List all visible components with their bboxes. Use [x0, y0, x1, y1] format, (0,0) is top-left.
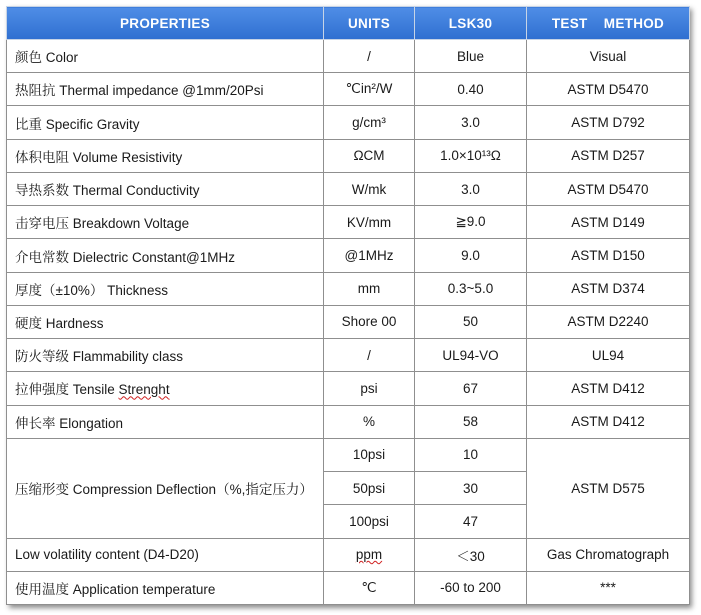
unit-cell: 10psi: [324, 438, 415, 471]
compression-property-cell: 压缩形变 Compression Deflection（%,指定压力）: [7, 438, 324, 538]
header-units: UNITS: [324, 7, 415, 40]
unit-cell: [324, 538, 415, 571]
property-cell: 热阻抗 Thermal impedance @1mm/20Psi: [7, 73, 324, 106]
method-cell: Gas Chromatograph: [527, 538, 690, 571]
value-cell: 1.0×10¹³Ω: [415, 139, 527, 172]
value-cell: UL94-VO: [415, 339, 527, 372]
table-row: [7, 139, 690, 172]
property-cell: 硬度 Hardness: [7, 305, 324, 338]
unit-cell: Shore 00: [324, 305, 415, 338]
value-cell: 58: [415, 405, 527, 438]
method-cell: ASTM D149: [527, 206, 690, 239]
unit-text: ppm: [355, 547, 383, 563]
method-cell: ASTM D5470: [527, 73, 690, 106]
value-cell: 47: [415, 505, 527, 538]
property-cell: [7, 372, 324, 405]
header-row: [7, 7, 690, 40]
table-row: [7, 405, 690, 438]
header-test-method: TEST METHOD: [527, 7, 690, 40]
value-cell: ≧9.0: [415, 206, 527, 239]
value-cell: 3.0: [415, 106, 527, 139]
method-cell: ASTM D257: [527, 139, 690, 172]
method-cell: ASTM D374: [527, 272, 690, 305]
property-cn-text: 拉伸强度 Tensile: [15, 382, 119, 398]
unit-cell: @1MHz: [324, 239, 415, 272]
value-cell: Blue: [415, 40, 527, 73]
value-cell: 9.0: [415, 239, 527, 272]
value-cell: 3.0: [415, 172, 527, 205]
method-cell: ASTM D150: [527, 239, 690, 272]
table-row: [7, 305, 690, 338]
compression-method-cell: ASTM D575: [527, 438, 690, 538]
table-row: [7, 571, 690, 604]
table-row: [7, 372, 690, 405]
unit-cell: %: [324, 405, 415, 438]
value-cell: ＜30: [415, 538, 527, 571]
unit-cell: ℃in²/W: [324, 73, 415, 106]
property-cell: 伸长率 Elongation: [7, 405, 324, 438]
value-cell: 50: [415, 305, 527, 338]
method-cell: ASTM D5470: [527, 172, 690, 205]
value-cell: -60 to 200: [415, 571, 527, 604]
table-row: [7, 272, 690, 305]
value-cell: 0.40: [415, 73, 527, 106]
unit-cell: 100psi: [324, 505, 415, 538]
value-cell: 67: [415, 372, 527, 405]
table-row: [7, 239, 690, 272]
property-en-text: Strenght: [118, 382, 170, 398]
property-cell: 厚度（±10%） Thickness: [7, 272, 324, 305]
spec-table-frame: [6, 6, 689, 605]
table-row: [7, 172, 690, 205]
property-cell: 击穿电压 Breakdown Voltage: [7, 206, 324, 239]
method-cell: ASTM D412: [527, 405, 690, 438]
unit-cell: 50psi: [324, 472, 415, 505]
table-row: [7, 206, 690, 239]
unit-cell: ΩCM: [324, 139, 415, 172]
table-row: [7, 339, 690, 372]
property-cell: 介电常数 Dielectric Constant@1MHz: [7, 239, 324, 272]
value-cell: 30: [415, 472, 527, 505]
method-cell: ASTM D792: [527, 106, 690, 139]
property-cell: 体积电阻 Volume Resistivity: [7, 139, 324, 172]
method-cell: ***: [527, 571, 690, 604]
table-row: [7, 538, 690, 571]
method-cell: UL94: [527, 339, 690, 372]
value-cell: 10: [415, 438, 527, 471]
method-cell: ASTM D2240: [527, 305, 690, 338]
properties-table: [6, 6, 690, 605]
property-cell: 比重 Specific Gravity: [7, 106, 324, 139]
unit-cell: mm: [324, 272, 415, 305]
property-cell: 导热系数 Thermal Conductivity: [7, 172, 324, 205]
unit-cell: psi: [324, 372, 415, 405]
property-cell: 防火等级 Flammability class: [7, 339, 324, 372]
property-cell: 颜色 Color: [7, 40, 324, 73]
unit-cell: ℃: [324, 571, 415, 604]
header-properties: PROPERTIES: [7, 7, 324, 40]
method-cell: Visual: [527, 40, 690, 73]
header-product: LSK30: [415, 7, 527, 40]
property-cell: 使用温度 Application temperature: [7, 571, 324, 604]
table-row: [7, 40, 690, 73]
value-cell: 0.3~5.0: [415, 272, 527, 305]
unit-cell: g/cm³: [324, 106, 415, 139]
table-row: [7, 106, 690, 139]
unit-cell: /: [324, 40, 415, 73]
table-row: [7, 438, 690, 471]
method-cell: ASTM D412: [527, 372, 690, 405]
table-row: [7, 73, 690, 106]
property-cell: Low volatility content (D4-D20): [7, 538, 324, 571]
unit-cell: /: [324, 339, 415, 372]
unit-cell: KV/mm: [324, 206, 415, 239]
unit-cell: W/mk: [324, 172, 415, 205]
